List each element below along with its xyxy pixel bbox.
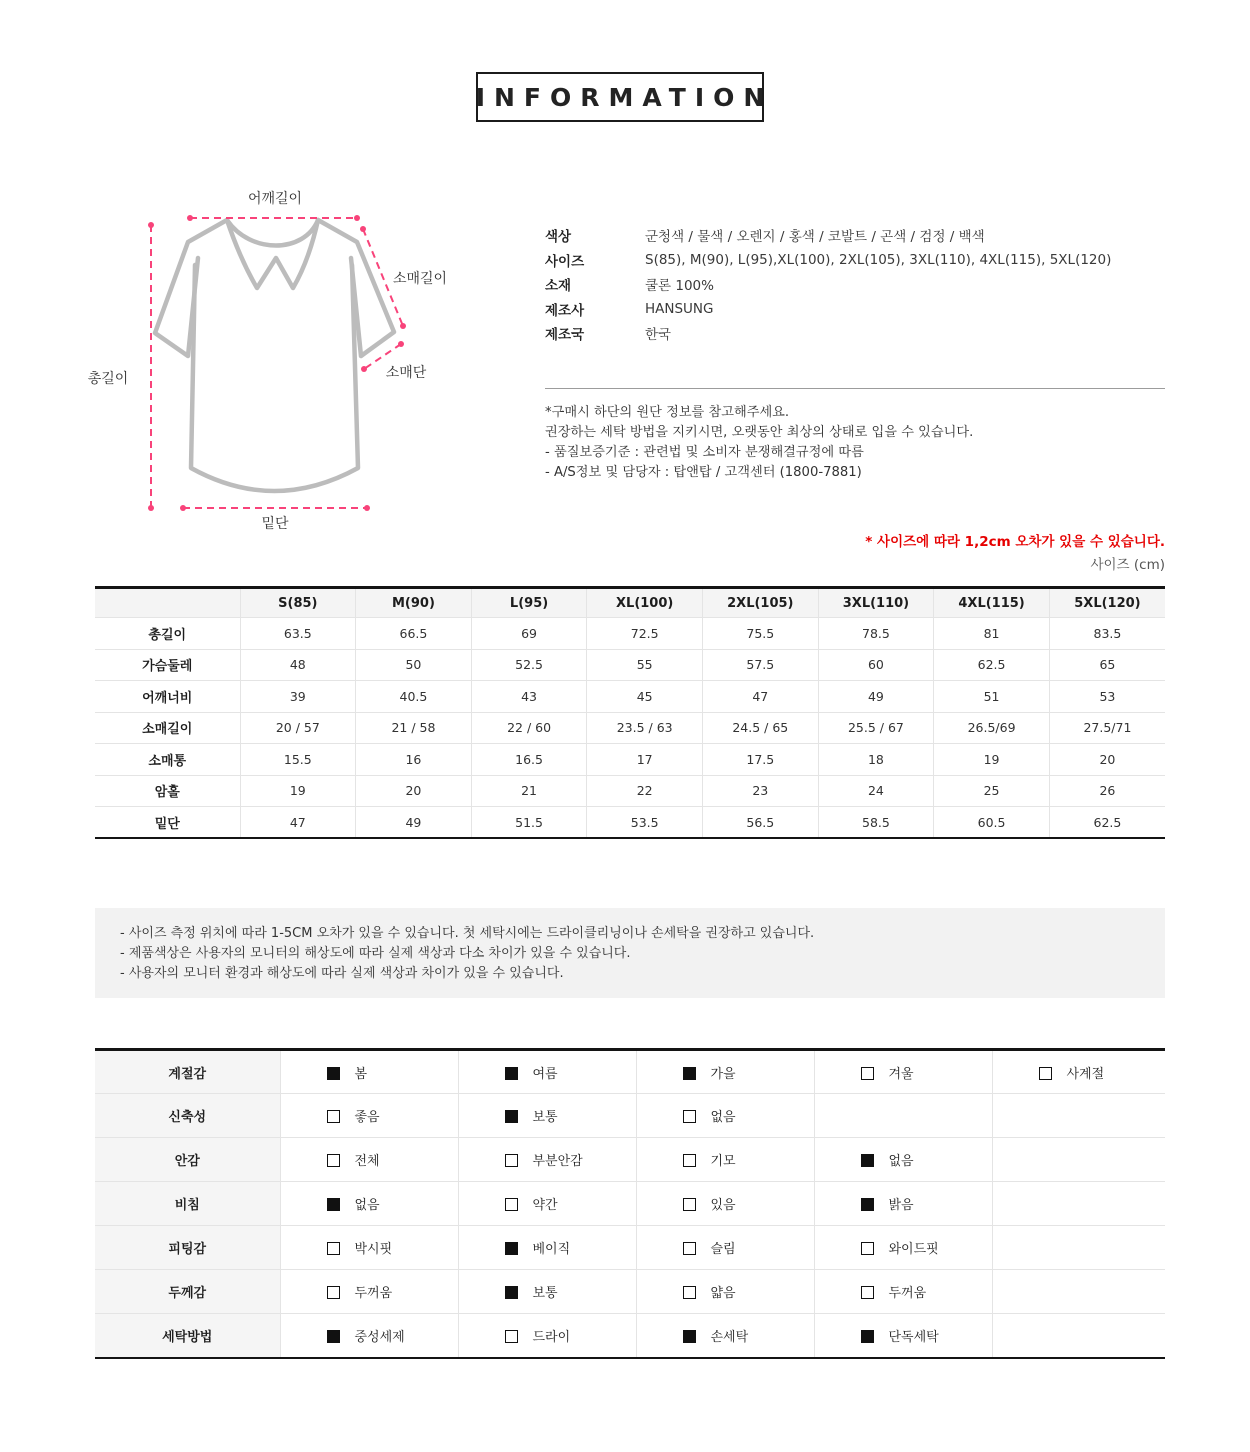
attribute-option-label: 보통 [532,1286,558,1301]
attribute-option-cell [814,1314,992,1358]
information-title-box [475,72,774,122]
attribute-row [95,1270,1165,1314]
attribute-option-label: 밝음 [888,1198,914,1213]
size-value-cell: 58.5 [818,807,934,839]
size-value-cell: 17 [587,744,703,776]
hem-label: 밑단 [261,516,289,532]
info-row [545,272,1170,297]
checkbox-unchecked-icon [327,1110,340,1123]
attribute-option-cell [636,1226,814,1270]
size-value-cell: 47 [240,807,356,839]
checkbox-unchecked-icon [861,1286,874,1299]
size-value-cell: 60.5 [934,807,1050,839]
purchase-notes [545,403,1170,483]
info-label: 소재 [545,278,572,295]
size-value-cell: 20 [1049,744,1165,776]
size-value-cell: 49 [818,681,934,713]
attribute-option-cell [280,1182,458,1226]
checkbox-checked-icon [861,1330,874,1343]
attribute-label: 세탁방법 [95,1314,280,1358]
attribute-option-label: 와이드핏 [888,1242,939,1257]
size-value-cell: 50 [356,649,472,681]
size-column-header: 5XL(120) [1049,588,1165,618]
size-column-header: L(95) [471,588,587,618]
disclaimer-line: - 사용자의 모니터 환경과 해상도에 따라 실제 색상과 차이가 있을 수 있습니다. [120,966,564,981]
attribute-option-label: 슬림 [710,1242,736,1257]
size-value-cell: 81 [934,618,1050,650]
checkbox-unchecked-icon [683,1242,696,1255]
attribute-option-cell [992,1270,1165,1314]
size-column-header: S(85) [240,588,356,618]
checkbox-unchecked-icon [683,1154,696,1167]
attribute-option-cell [280,1138,458,1182]
size-value-cell: 62.5 [934,649,1050,681]
shirt-diagram-svg [80,180,480,540]
checkbox-checked-icon [327,1198,340,1211]
checkbox-checked-icon [861,1154,874,1167]
size-value-cell: 40.5 [356,681,472,713]
size-table-row [95,744,1165,776]
checkbox-unchecked-icon [683,1286,696,1299]
size-row-label: 밑단 [95,807,240,839]
attribute-option-cell [458,1226,636,1270]
attribute-option-label: 부분안감 [532,1154,583,1169]
attribute-option-cell [636,1270,814,1314]
size-value-cell: 43 [471,681,587,713]
disclaimer-line: - 제품색상은 사용자의 모니터의 해상도에 따라 실제 색상과 다소 차이가 있을 수 있습니다. [120,946,631,961]
attribute-option-label: 두꺼움 [888,1286,927,1301]
attribute-option-cell [280,1050,458,1094]
attribute-option-cell [814,1182,992,1226]
size-row-label: 소매길이 [95,712,240,744]
attribute-option-cell [992,1050,1165,1094]
attribute-option-label: 기모 [710,1154,736,1169]
size-column-header: 3XL(110) [818,588,934,618]
size-table-row [95,775,1165,807]
size-value-cell: 65 [1049,649,1165,681]
attribute-option-label: 없음 [710,1110,736,1125]
size-value-cell: 22 / 60 [471,712,587,744]
info-row [545,223,1170,248]
attribute-option-cell [992,1182,1165,1226]
size-value-cell: 51 [934,681,1050,713]
info-value: 군청색 / 물색 / 오렌지 / 홍색 / 코발트 / 곤색 / 검정 / 백색 [645,229,985,246]
size-value-cell: 26 [1049,775,1165,807]
size-value-cell: 16.5 [471,744,587,776]
size-value-cell: 60 [818,649,934,681]
size-value-cell: 66.5 [356,618,472,650]
attribute-label: 안감 [95,1138,280,1182]
size-table [95,586,1165,839]
attribute-option-label: 보통 [532,1110,558,1125]
attribute-label: 비침 [95,1182,280,1226]
attribute-option-cell [458,1138,636,1182]
size-value-cell: 24.5 / 65 [703,712,819,744]
size-table-body [95,618,1165,839]
attribute-option-label: 없음 [354,1198,380,1213]
checkbox-unchecked-icon [683,1198,696,1211]
size-tolerance-warning: * 사이즈에 따라 1,2cm 오차가 있을 수 있습니다. [865,534,1165,550]
size-unit-label: 사이즈 (cm) [1090,557,1165,573]
size-value-cell: 48 [240,649,356,681]
shirt-measurement-diagram [80,180,480,540]
note-line: - A/S정보 및 담당자 : 탑앤탑 / 고객센터 (1800-7881) [545,465,862,480]
attribute-option-cell [814,1226,992,1270]
checkbox-unchecked-icon [327,1286,340,1299]
page-title: INFORMATION [475,82,774,112]
size-table-row [95,618,1165,650]
size-value-cell: 51.5 [471,807,587,839]
attribute-option-cell [458,1182,636,1226]
attribute-option-cell [992,1226,1165,1270]
size-row-label: 총길이 [95,618,240,650]
size-value-cell: 53.5 [587,807,703,839]
size-value-cell: 20 / 57 [240,712,356,744]
shirt-collar [227,220,318,288]
size-value-cell: 22 [587,775,703,807]
attribute-option-label: 베이직 [532,1242,571,1257]
attribute-option-label: 가을 [710,1066,736,1082]
attribute-option-cell [814,1138,992,1182]
attribute-option-label: 전체 [354,1154,380,1169]
attribute-option-cell [458,1050,636,1094]
size-row-label: 가슴둘레 [95,649,240,681]
attribute-option-cell [280,1094,458,1138]
info-label: 사이즈 [545,253,585,270]
checkbox-unchecked-icon [505,1154,518,1167]
shirt-outline [155,220,394,491]
size-value-cell: 63.5 [240,618,356,650]
attribute-option-cell [636,1138,814,1182]
size-value-cell: 25.5 / 67 [818,712,934,744]
attribute-option-cell [636,1182,814,1226]
attribute-option-label: 중성세제 [354,1329,405,1345]
attribute-row [95,1050,1165,1094]
attribute-option-cell [458,1314,636,1358]
size-value-cell: 57.5 [703,649,819,681]
info-row [545,297,1170,322]
sleeve-hem-label: 소매단 [385,365,427,381]
attribute-option-label: 없음 [888,1154,914,1169]
checkbox-unchecked-icon [505,1330,518,1343]
checkbox-checked-icon [505,1067,518,1080]
size-value-cell: 47 [703,681,819,713]
product-info-list [545,223,1170,346]
size-value-cell: 53 [1049,681,1165,713]
disclaimer-line: - 사이즈 측정 위치에 따라 1-5CM 오차가 있을 수 있습니다. 첫 세탁시에는 드라이클리닝이나 손세탁을 권장하고 있습니다. [120,926,815,941]
attribute-option-label: 두꺼움 [354,1286,393,1301]
attribute-option-cell [636,1094,814,1138]
attributes-table [95,1048,1165,1359]
shirt-left-sleeve [155,220,227,356]
checkbox-checked-icon [505,1242,518,1255]
attribute-option-label: 드라이 [532,1329,571,1345]
attribute-row [95,1094,1165,1138]
attribute-option-cell [814,1270,992,1314]
size-value-cell: 20 [356,775,472,807]
size-table-row [95,712,1165,744]
size-value-cell: 16 [356,744,472,776]
info-label: 색상 [545,229,572,246]
sleeve-length-label: 소매길이 [392,271,448,287]
size-value-cell: 69 [471,618,587,650]
attribute-option-cell [458,1270,636,1314]
attribute-option-label: 좋음 [354,1110,380,1125]
size-value-cell: 21 / 58 [356,712,472,744]
attribute-option-label: 약간 [532,1198,558,1213]
size-value-cell: 52.5 [471,649,587,681]
size-value-cell: 23 [703,775,819,807]
size-value-cell: 17.5 [703,744,819,776]
attribute-option-cell [992,1138,1165,1182]
info-value: 한국 [645,327,672,344]
attribute-option-cell [280,1270,458,1314]
shirt-neckline [227,220,318,246]
attribute-label: 신축성 [95,1094,280,1138]
size-value-cell: 75.5 [703,618,819,650]
size-table-corner-cell [95,588,240,618]
checkbox-unchecked-icon [327,1154,340,1167]
attribute-row [95,1182,1165,1226]
attribute-option-label: 사계절 [1066,1066,1105,1082]
note-line: - 품질보증기준 : 관련법 및 소비자 분쟁해결규정에 따름 [545,445,864,460]
size-value-cell: 21 [471,775,587,807]
attributes-table-body [95,1050,1165,1358]
checkbox-checked-icon [505,1286,518,1299]
attribute-label: 계절감 [95,1050,280,1094]
checkbox-checked-icon [505,1110,518,1123]
size-table-header-row [95,588,1165,618]
checkbox-checked-icon [327,1330,340,1343]
size-table-row [95,681,1165,713]
shirt-body [191,265,358,491]
info-label: 제조사 [545,302,585,319]
size-row-label: 소매통 [95,744,240,776]
size-value-cell: 39 [240,681,356,713]
attribute-option-label: 얇음 [710,1286,736,1301]
attribute-option-cell [636,1314,814,1358]
checkbox-unchecked-icon [505,1198,518,1211]
info-value: 쿨론 100% [645,278,714,295]
attribute-label: 피팅감 [95,1226,280,1270]
size-table-row [95,649,1165,681]
size-value-cell: 56.5 [703,807,819,839]
size-table-row [95,807,1165,839]
size-column-header: XL(100) [587,588,703,618]
info-divider-line [545,388,1165,389]
size-value-cell: 45 [587,681,703,713]
attribute-option-label: 박시핏 [354,1242,393,1257]
note-line: 권장하는 세탁 방법을 지키시면, 오랫동안 최상의 상태로 입을 수 있습니다. [545,425,974,440]
attribute-option-label: 있음 [710,1198,736,1213]
checkbox-unchecked-icon [861,1242,874,1255]
size-value-cell: 19 [934,744,1050,776]
size-value-cell: 83.5 [1049,618,1165,650]
attribute-row [95,1314,1165,1358]
size-value-cell: 25 [934,775,1050,807]
attribute-option-cell [280,1314,458,1358]
attribute-option-cell [636,1050,814,1094]
size-value-cell: 55 [587,649,703,681]
size-value-cell: 62.5 [1093,814,1122,830]
size-value-cell: 19 [240,775,356,807]
attribute-option-label: 여름 [532,1066,558,1082]
size-column-header: 2XL(105) [703,588,819,618]
size-value-cell: 72.5 [587,618,703,650]
checkbox-unchecked-icon [1039,1067,1052,1080]
attribute-option-label: 단독세탁 [888,1329,939,1345]
checkbox-checked-icon [861,1198,874,1211]
total-length-label: 총길이 [87,371,129,387]
checkbox-checked-icon [683,1330,696,1343]
shoulder-length-label: 어깨길이 [247,191,303,207]
size-column-header: M(90) [356,588,472,618]
size-value-cell: 49 [356,807,472,839]
attribute-option-cell [280,1226,458,1270]
attribute-option-cell [814,1050,992,1094]
checkbox-checked-icon [683,1067,696,1080]
checkbox-unchecked-icon [861,1067,874,1080]
attribute-option-label: 봄 [354,1066,368,1082]
info-label: 제조국 [545,327,585,344]
size-value-cell: 18 [818,744,934,776]
size-column-header: 4XL(115) [934,588,1050,618]
attribute-row [95,1138,1165,1182]
size-value-cell: 15.5 [240,744,356,776]
size-row-label: 암홀 [95,775,240,807]
attribute-option-label: 겨울 [888,1066,914,1082]
attribute-option-cell [992,1314,1165,1358]
disclaimer-box [95,908,1165,998]
size-value-cell: 78.5 [818,618,934,650]
size-value-cell: 27.5/71 [1049,712,1165,744]
checkbox-unchecked-icon [683,1110,696,1123]
note-line: *구매시 하단의 원단 정보를 참고해주세요. [545,405,790,420]
size-value-cell: 23.5 / 63 [587,712,703,744]
attribute-option-label: 손세탁 [710,1329,749,1345]
attribute-option-cell [992,1094,1165,1138]
info-value: S(85), M(90), L(95),XL(100), 2XL(105), 3XL(110), 4XL(115), 5XL(120) [645,251,1112,268]
attribute-label: 두께감 [95,1270,280,1314]
attribute-option-cell [458,1094,636,1138]
info-row [545,248,1170,273]
attribute-option-cell [814,1094,992,1138]
info-value: HANSUNG [645,300,714,317]
checkbox-unchecked-icon [327,1242,340,1255]
size-row-label: 어깨너비 [95,681,240,713]
checkbox-checked-icon [327,1067,340,1080]
size-value-cell: 26.5/69 [934,712,1050,744]
info-row [545,321,1170,346]
attribute-row [95,1226,1165,1270]
size-value-cell: 24 [818,775,934,807]
